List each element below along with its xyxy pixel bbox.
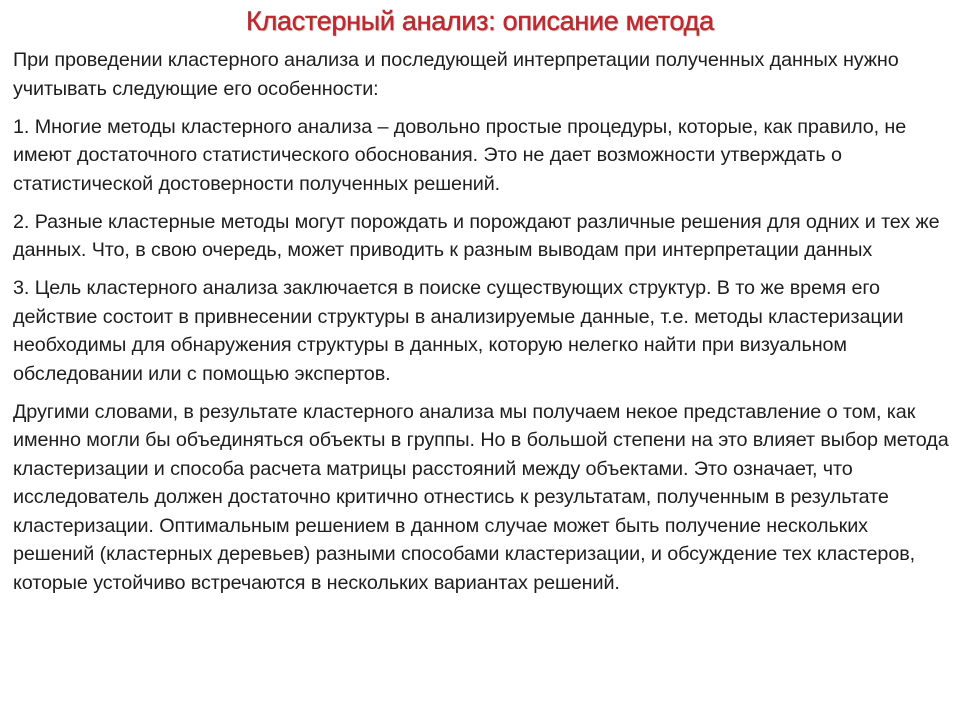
point-2-paragraph: 2. Разные кластерные методы могут порождать и порождают различные решения для одних и тех же данных. Что, в свою очередь, может приводить к разным выводам при интерпретации данных xyxy=(13,210,940,261)
slide-body xyxy=(13,46,949,597)
intro-paragraph: При проведении кластерного анализа и последующей интерпретации полученных данных нужно учитывать следующие его особенности: xyxy=(13,49,899,100)
conclusion-paragraph: Другими словами, в результате кластерного анализа мы получаем некое представление о том, как именно могли бы объединяться объекты в группы. Но в большой степени на это влияет выбор метода кластеризации и способа расчета матрицы расстояний между объектами. Это означает, что исследователь должен достаточно критично отнестись к результатам, полученным в результате кластеризации. Оптимальным решением в данном случае может быть получение нескольких решений (кластерных деревьев) разными способами кластеризации, и обсуждение тех кластеров, которые устойчиво встречаются в нескольких вариантах решений. xyxy=(13,400,949,594)
point-3-paragraph: 3. Цель кластерного анализа заключается в поиске существующих структур. В то же время его действие состоит в привнесении структуры в анализируемые данные, т.е. методы кластеризации необходимы для обнаружения структуры в данных, которую нелегко найти при визуальном обследовании или с помощью экспертов. xyxy=(13,277,904,385)
point-1-paragraph: 1. Многие методы кластерного анализа – довольно простые процедуры, которые, как правило, не имеют достаточного статистического обоснования. Это не дает возможности утверждать о статистической достоверности полученных решений. xyxy=(13,115,907,195)
slide-title: Кластерный анализ: описание метода xyxy=(246,6,714,36)
